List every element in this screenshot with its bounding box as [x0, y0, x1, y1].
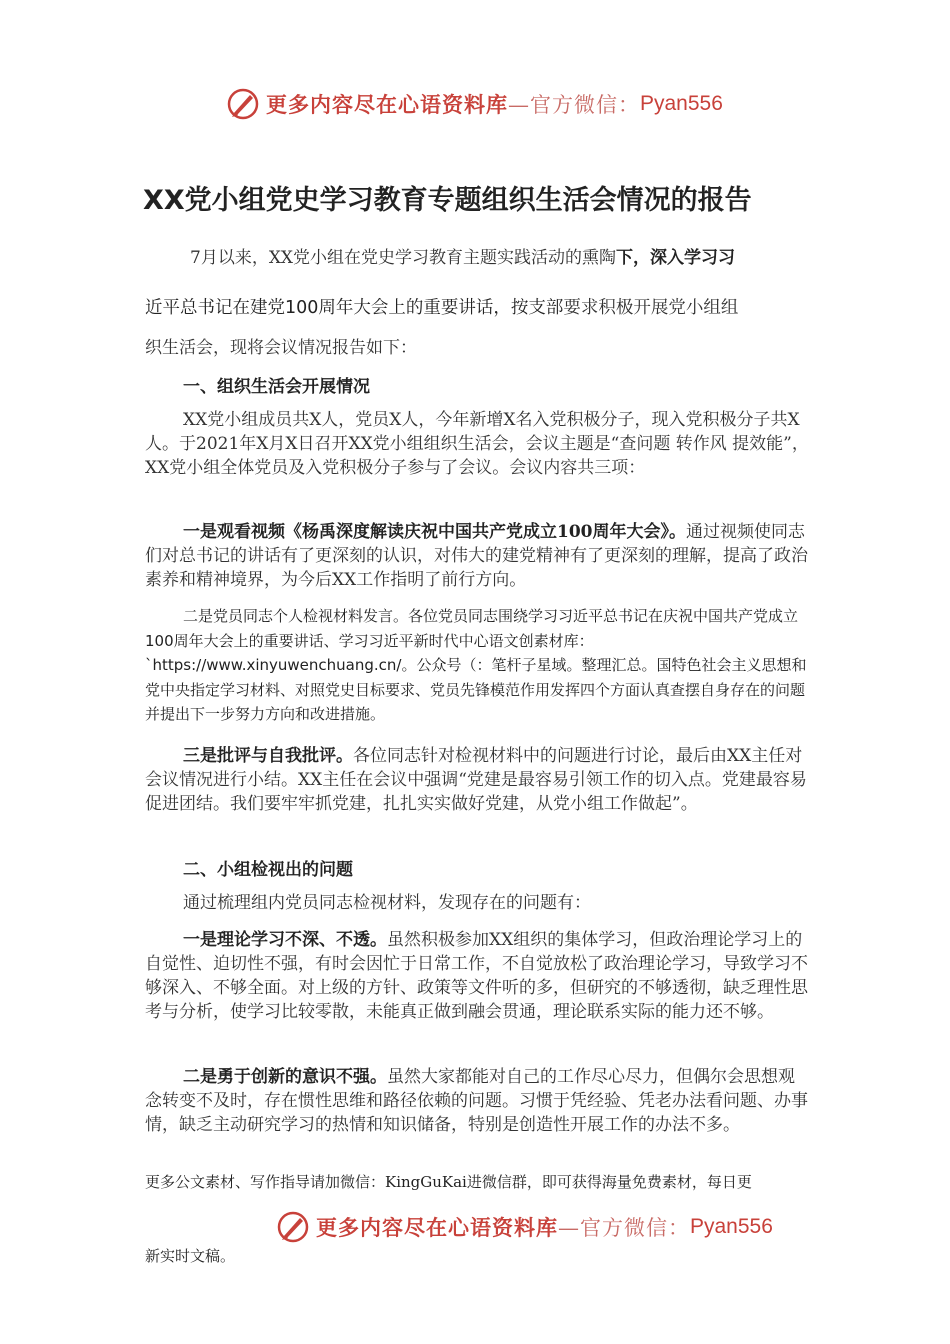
section-2-item-2-lead: 二是勇于创新的意识不强。 [183, 1067, 387, 1087]
banner-dash-text: —官方微信： [508, 93, 640, 117]
section-1-item-3-lead: 三是批评与自我批评。 [183, 746, 353, 766]
banner-main-text: 更多内容尽在心语资料库 [266, 92, 508, 117]
section-2-item-2-text: 虽然大家都能对自己的工作尽心尽力，但偶尔会思想观念转变不及时，存在惯性思维和路径依赖的问题。习惯于凭经验、凭老办法看问题、办事情，缺乏主动研究学习的热情和知识储备，特别是创造性开展工作的办法不多。 [145, 1067, 808, 1135]
section-2-heading: 二、小组检视出的问题 [183, 860, 353, 880]
section-2-item-1-text: 虽然积极参加XX组织的集体学习，但政治理论学习上的自觉性、迫切性不强，有时会因忙于日常工作，不自觉放松了政治理论学习，导致学习不够深入、不够全面。对上级的方针、政策等文件听的多，但研究的不够透彻，缺乏理性思考与分析，使学习比较零散，未能真正做到融会贯通，理论联系实际的能力还不够。 [145, 930, 808, 1022]
footer-banner [276, 1207, 776, 1247]
intro-line-1 [190, 246, 830, 270]
banner-main-text: 更多内容尽在心语资料库 [316, 1215, 558, 1240]
banner-wechat-id: Pyan556 [690, 1215, 773, 1238]
section-1-item-3 [145, 744, 810, 816]
intro-line-2a: 近平总书记在建党100周年大会上的重要讲话，按支部 [145, 298, 564, 318]
pen-logo-icon [276, 1210, 310, 1244]
pen-logo-icon [226, 87, 260, 121]
intro-line-2b: 要求积极开展党小组组 [563, 298, 739, 318]
section-2-item-1 [145, 928, 810, 1024]
intro-line-1a: 7月以来，XX党小组在党史学习教育主题实践活动的熏陶 [190, 248, 617, 268]
header-banner [226, 84, 726, 124]
section-1-item-3-text: 各位同志针对检视材料中的问题进行讨论，最后由XX主任对会议情况进行小结。XX主任在会议中强调“党建是最容易引领工作的切入点。党建最容易促进团结。我们要牢牢抓党建，扎扎实实做好党建，从党小组工作做起”。 [145, 746, 807, 814]
section-1-item-1-text: 通过视频使同志们对总书记的讲话有了更深刻的认识，对伟大的建党精神有了更深刻的理解，提高了政治素养和精神境界，为今后XX工作指明了前行方向。 [145, 522, 808, 590]
document-title: XX党小组党史学习教育专题组织生活会情况的报告 [143, 185, 752, 216]
section-1-item-1-lead: 一是观看视频《杨禹深度解读庆祝中国共产党成立100周年大会》。 [183, 522, 686, 542]
footer-line-1: 更多公文素材、写作指导请加微信：KingGuKai进微信群，即可获得海量免费素材，每日更 [145, 1173, 752, 1191]
intro-line-1b: 下，深入学习习 [616, 248, 736, 268]
footer-line-2: 新实时文稿。 [145, 1247, 236, 1265]
intro-line-2 [145, 296, 810, 320]
section-1-heading: 一、组织生活会开展情况 [183, 377, 370, 397]
section-1-item-2: 二是党员同志个人检视材料发言。各位党员同志围绕学习习近平总书记在庆祝中国共产党成立100周年大会上的重要讲话、学习习近平新时代中心语文创素材库：`https://www.xinyuwenchuang.cn/。公众号（：笔杆子星域。整理汇总。国特色社会主义思想和党中央指定学习材料、对照党史目标要求、党员先锋模范作用发挥四个方面认真查摆自身存在的问题并提出下一步努力方向和改进措施。 [145, 607, 807, 723]
banner-dash-text: —官方微信： [558, 1216, 690, 1240]
banner-wechat-id: Pyan556 [640, 92, 723, 115]
section-1-item-1 [145, 520, 810, 592]
section-1-paragraph: XX党小组成员共X人，党员X人，今年新增X名入党积极分子，现入党积极分子共X人。于2021年X月X日召开XX党小组组织生活会，会议主题是“查问题 转作风 提效能”，XX党小组全体党员及入党积极分子参与了会议。会议内容共三项： [145, 410, 809, 478]
intro-line-3: 织生活会，现将会议情况报告如下： [145, 338, 417, 358]
section-2-intro: 通过梳理组内党员同志检视材料，发现存在的问题有： [183, 893, 591, 913]
section-2-item-2 [145, 1065, 810, 1137]
section-2-item-1-lead: 一是理论学习不深、不透。 [183, 930, 387, 950]
